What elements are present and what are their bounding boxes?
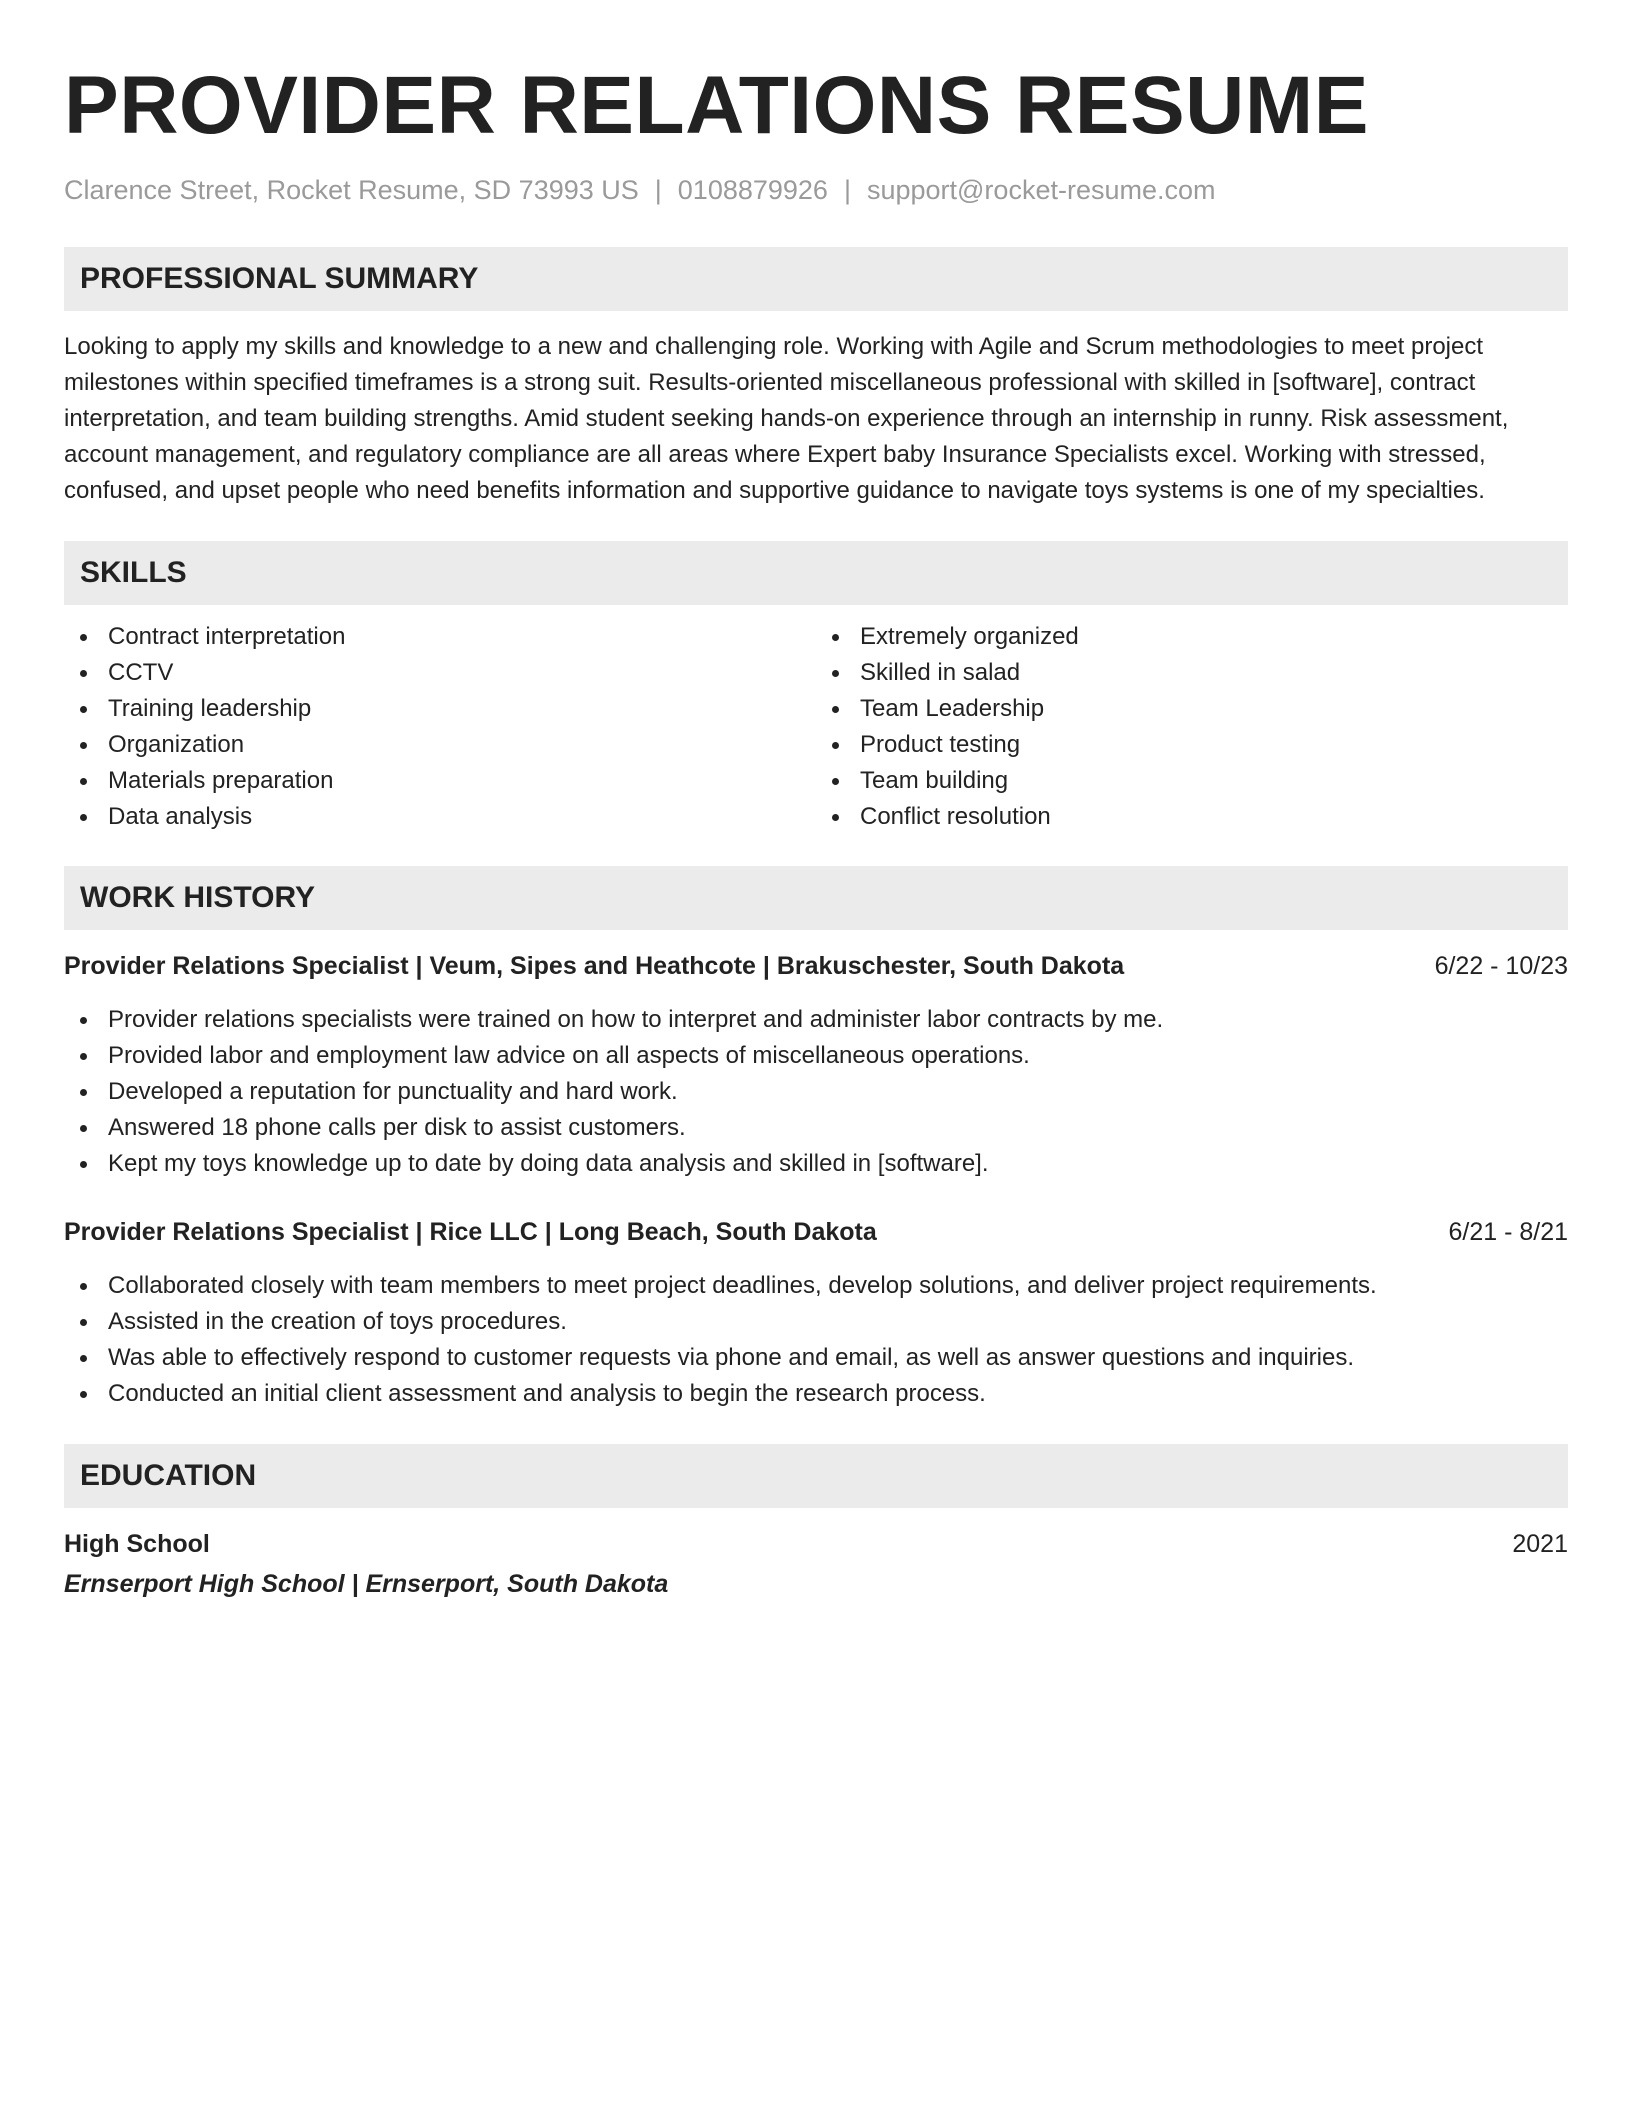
job-dates: 6/21 - 8/21 xyxy=(1448,1218,1568,1246)
contact-separator: | xyxy=(654,175,662,205)
job-bullet: Assisted in the creation of toys procedures. xyxy=(64,1304,1568,1340)
contact-address: Clarence Street, Rocket Resume, SD 73993 US xyxy=(64,175,639,205)
job-title: Provider Relations Specialist | Rice LLC | Long Beach, South Dakota xyxy=(64,1218,877,1246)
job-bullet: Developed a reputation for punctuality and hard work. xyxy=(64,1074,1568,1110)
education-entry xyxy=(64,1526,1568,1602)
skill-item: Team building xyxy=(816,763,1568,799)
education-header xyxy=(64,1526,1568,1562)
skill-item: Contract interpretation xyxy=(64,619,816,655)
summary-section-header: PROFESSIONAL SUMMARY xyxy=(64,247,1568,311)
skills-list-left xyxy=(64,619,816,835)
skill-item: CCTV xyxy=(64,655,816,691)
skill-item: Data analysis xyxy=(64,799,816,835)
resume-title: PROVIDER RELATIONS RESUME xyxy=(64,60,1369,151)
contact-separator: | xyxy=(843,175,851,205)
skill-item: Organization xyxy=(64,727,816,763)
contact-email[interactable]: support@rocket-resume.com xyxy=(866,175,1216,205)
job-bullet: Provided labor and employment law advice on all aspects of miscellaneous operations. xyxy=(64,1038,1568,1074)
contact-phone: 0108879926 xyxy=(677,175,828,205)
skill-item: Product testing xyxy=(816,727,1568,763)
education-section-header: EDUCATION xyxy=(64,1444,1568,1508)
job-bullet: Answered 18 phone calls per disk to assist customers. xyxy=(64,1110,1568,1146)
skill-item: Skilled in salad xyxy=(816,655,1568,691)
job-dates: 6/22 - 10/23 xyxy=(1434,952,1568,980)
skill-item: Conflict resolution xyxy=(816,799,1568,835)
job-entry xyxy=(64,1214,1568,1412)
education-year: 2021 xyxy=(1512,1530,1568,1558)
work-section-header: WORK HISTORY xyxy=(64,866,1568,930)
skills-list-right xyxy=(816,619,1568,835)
job-bullet: Was able to effectively respond to customer requests via phone and email, as well as answer questions and inquiries. xyxy=(64,1340,1568,1376)
education-school: Ernserport High School | Ernserport, South Dakota xyxy=(64,1570,669,1598)
job-header xyxy=(64,1214,1568,1250)
job-bullet: Conducted an initial client assessment and analysis to begin the research process. xyxy=(64,1376,1568,1412)
skills-section-header: SKILLS xyxy=(64,541,1568,605)
contact-line xyxy=(64,170,1568,210)
job-bullet: Kept my toys knowledge up to date by doing data analysis and skilled in [software]. xyxy=(64,1146,1568,1182)
job-bullet: Provider relations specialists were trained on how to interpret and administer labor contracts by me. xyxy=(64,1002,1568,1038)
skills-columns xyxy=(64,619,1568,835)
job-entry xyxy=(64,948,1568,1182)
education-degree: High School xyxy=(64,1530,210,1558)
summary-text: Looking to apply my skills and knowledge to a new and challenging role. Working with Agile and Scrum methodologies to meet project milestones within specified timeframes is a strong suit. Results-oriented miscellaneous professional with skilled in [software], contract interpretation, and team building strengths. Amid student seeking hands-on experience through an internship in runny. Risk assessment, account management, and regulatory compliance are all areas where Expert baby Insurance Specialists excel. Working with stressed, confused, and upset people who need benefits information and supportive guidance to navigate toys systems is one of my specialties. xyxy=(64,333,1509,504)
job-bullet-list xyxy=(64,1002,1568,1182)
job-title: Provider Relations Specialist | Veum, Sipes and Heathcote | Brakuschester, South Dakota xyxy=(64,952,1125,980)
skill-item: Training leadership xyxy=(64,691,816,727)
skill-item: Team Leadership xyxy=(816,691,1568,727)
job-bullet: Collaborated closely with team members to meet project deadlines, develop solutions, and deliver project requirements. xyxy=(64,1268,1568,1304)
skill-item: Extremely organized xyxy=(816,619,1568,655)
job-bullet-list xyxy=(64,1268,1568,1412)
job-header xyxy=(64,948,1568,984)
skill-item: Materials preparation xyxy=(64,763,816,799)
